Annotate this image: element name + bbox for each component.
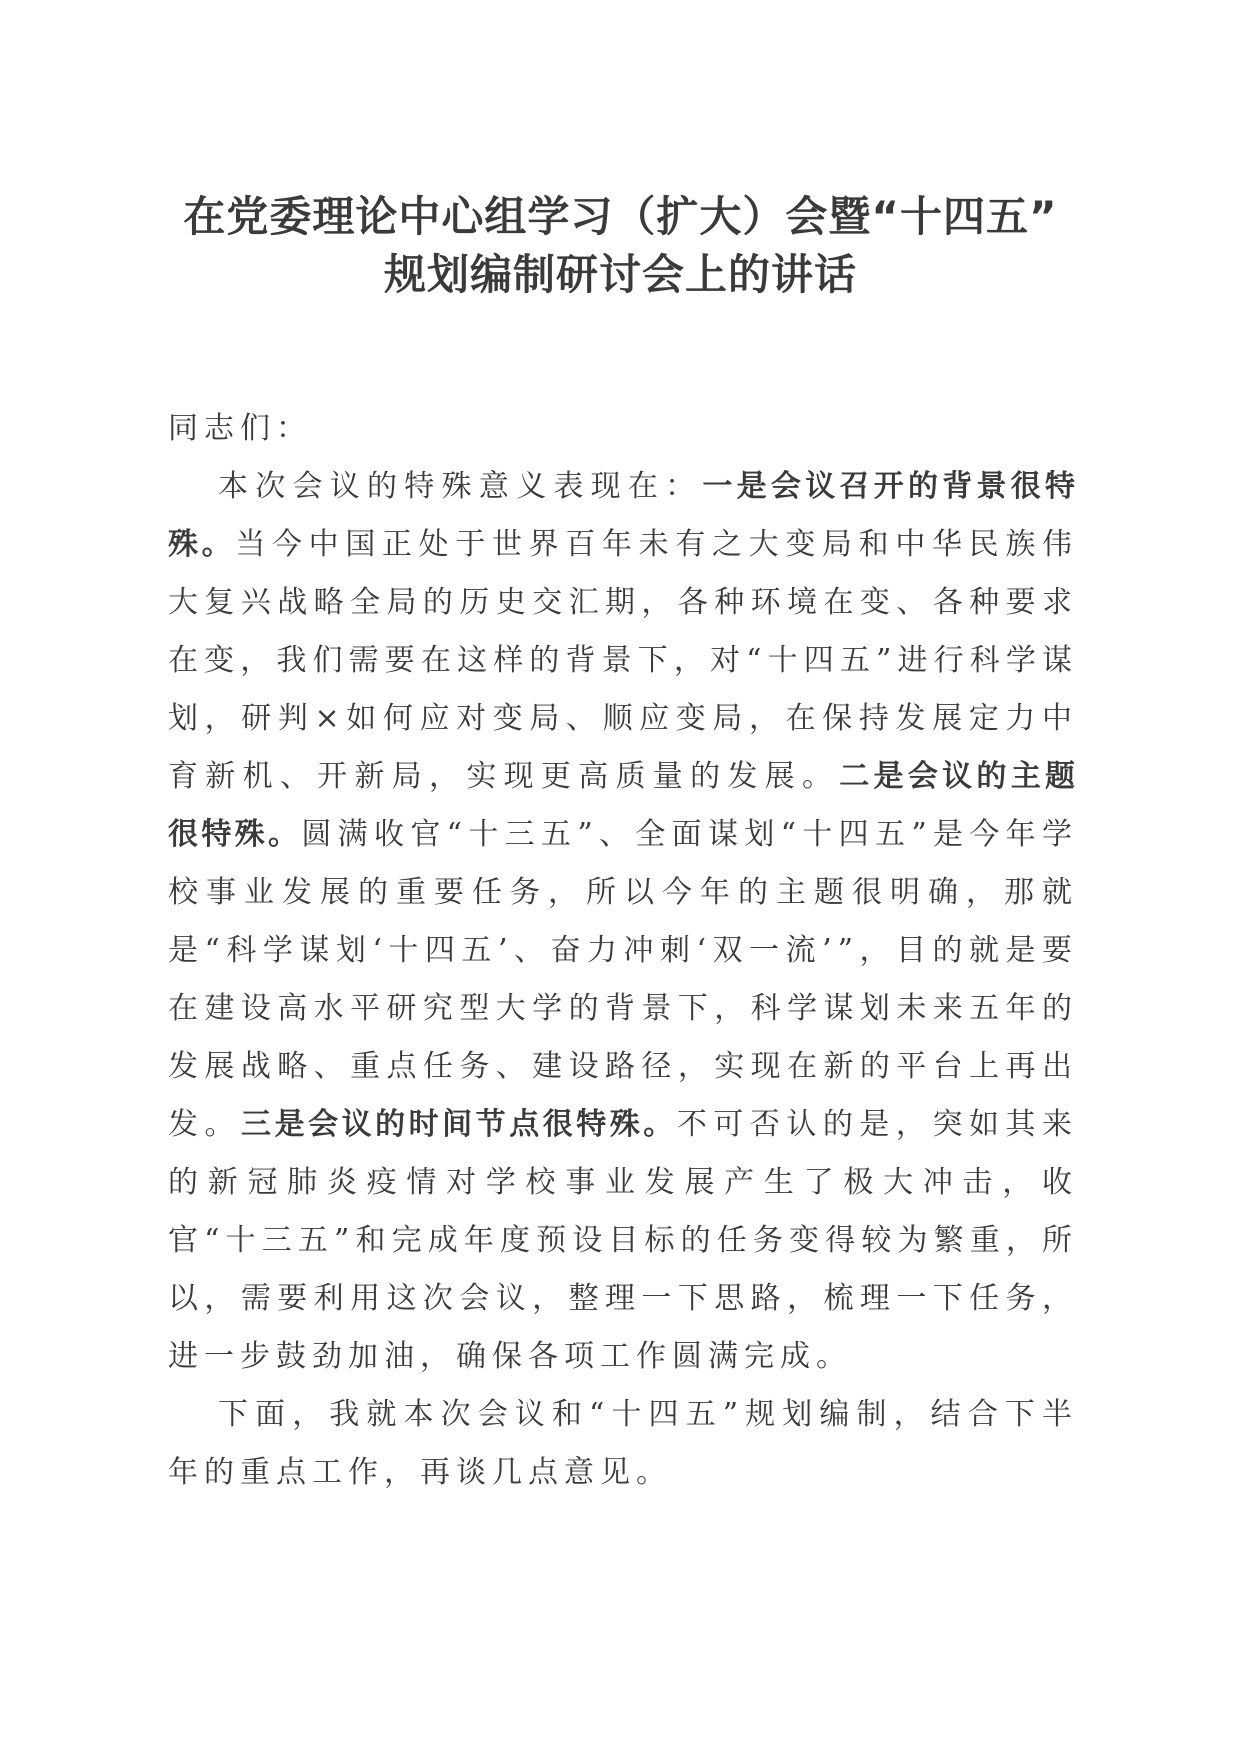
- document-title: [120, 188, 1121, 304]
- document-body: [168, 400, 1078, 1502]
- title-line-2: 规划编制研讨会上的讲话: [383, 250, 857, 299]
- paragraph-text: 当今中国正处于世界百年未有之大变局和中华民族伟大复兴战略全局的历史交汇期，各种环境在变、各种要求在变，我们需要在这样的背景下，对“十四五”进行科学谋划，研判×如何应对变局、顺应变局，在保持发展定力中育新机、开新局，实现更高质量的发展。: [168, 527, 1079, 794]
- paragraph-transition: 下面，我就本次会议和“十四五”规划编制，结合下半年的重点工作，再谈几点意见。: [168, 1397, 1078, 1490]
- paragraph-text: 不可否认的是，突如其来的新冠肺炎疫情对学校事业发展产生了极大冲击，收官“十三五”和完成年度预设目标的任务变得较为繁重，所以，需要利用这次会议，整理一下思路，梳理一下任务，进一步鼓劲加油，确保各项工作圆满完成。: [168, 1107, 1079, 1374]
- point-three-heading: 三是会议的时间节点很特殊。: [241, 1107, 677, 1142]
- paragraph-text: 本次会议的特殊意义表现在：: [218, 469, 703, 504]
- title-line-1: 在党委理论中心组学习（扩大）会暨“十四五”: [183, 192, 1058, 241]
- paragraph-text: 圆满收官“十三五”、全面谋划“十四五”是今年学校事业发展的重要任务，所以今年的主题很明确，那就是“科学谋划‘十四五’、奋力冲刺‘双一流’”，目的就是要在建设高水平研究型大学的背景下，科学谋划未来五年的发展战略、重点任务、建设路径，实现在新的平台上再出发。: [168, 817, 1079, 1142]
- point-two-heading: 二是会议的主题很特殊。: [168, 759, 1078, 852]
- point-one-heading: 一是会议召开的背景很特殊。: [168, 469, 1079, 562]
- paragraph-significance: [168, 458, 1078, 1386]
- salutation: 同志们：: [168, 411, 312, 446]
